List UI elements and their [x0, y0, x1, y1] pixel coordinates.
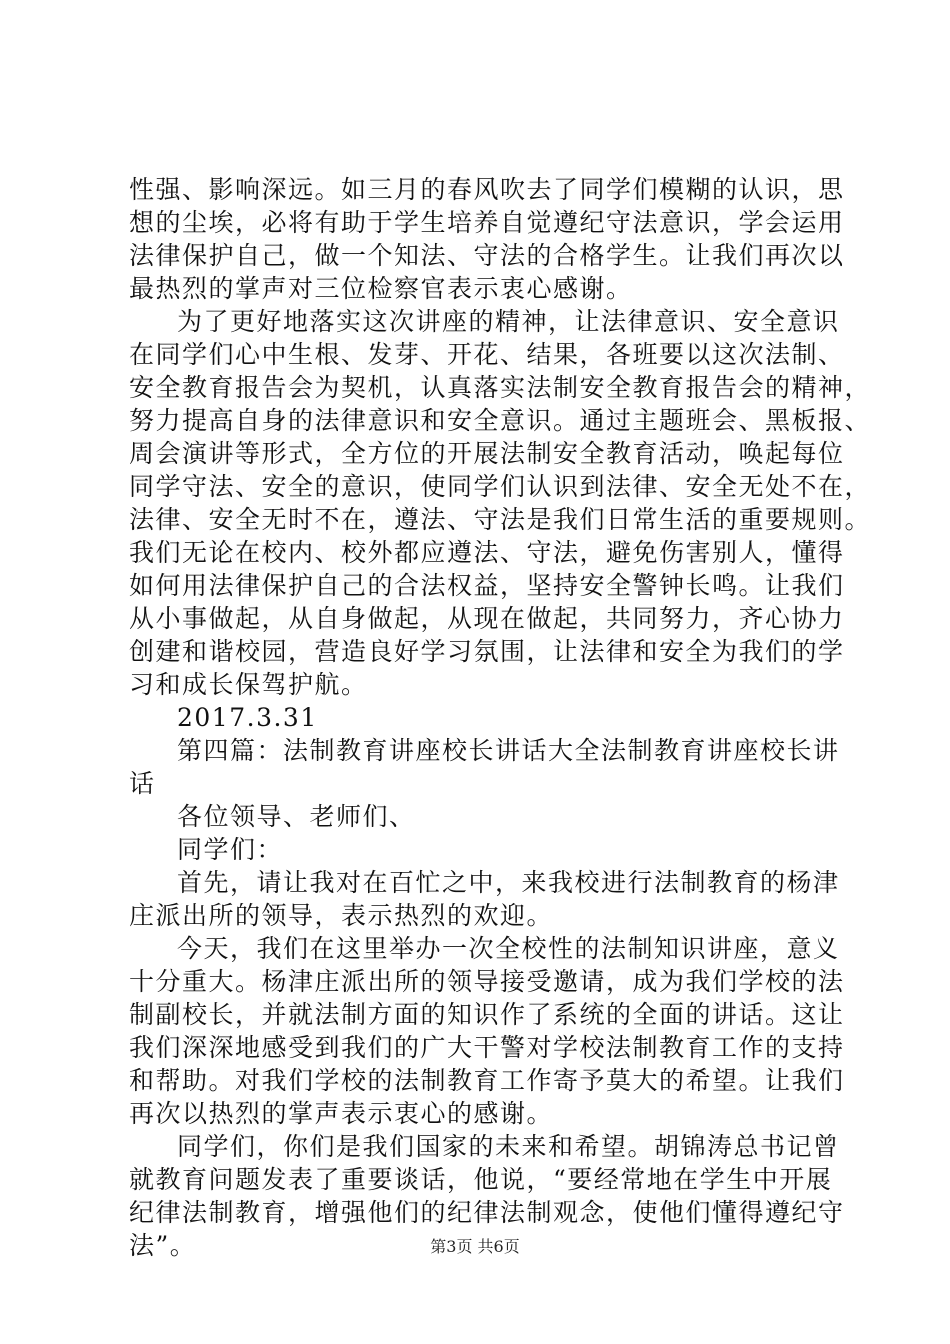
text-line: 十分重大。杨津庄派出所的领导接受邀请，成为我们学校的法	[129, 967, 845, 996]
text-line: 首先，请让我对在百忙之中，来我校进行法制教育的杨津	[177, 868, 840, 897]
text-line: 法律、安全无时不在，遵法、守法是我们日常生活的重要规则。	[129, 505, 872, 534]
page-footer: 第3页 共6页	[430, 1237, 520, 1256]
text-line: 2017.3.31	[177, 703, 318, 732]
text-line: 为了更好地落实这次讲座的精神，让法律意识、安全意识	[177, 307, 840, 336]
text-line: 各位领导、老师们、	[177, 802, 416, 831]
text-line: 习和成长保驾护航。	[129, 670, 368, 699]
document-body	[129, 173, 872, 1262]
text-line: 努力提高自身的法律意识和安全意识。通过主题班会、黑板报、	[129, 406, 872, 435]
text-line: 就教育问题发表了重要谈话，他说，“要经常地在学生中开展	[129, 1165, 833, 1194]
text-line: 我们无论在校内、校外都应遵法、守法，避免伤害别人，懂得	[129, 538, 845, 567]
text-line: 纪律法制教育，增强他们的纪律法制观念，使他们懂得遵纪守	[129, 1198, 845, 1227]
text-line: 最热烈的掌声对三位检察官表示衷心感谢。	[129, 274, 633, 303]
text-line: 庄派出所的领导，表示热烈的欢迎。	[129, 901, 554, 930]
text-line: 创建和谐校园，营造良好学习氛围，让法律和安全为我们的学	[129, 637, 845, 666]
text-line: 同学守法、安全的意识，使同学们认识到法律、安全无处不在，	[129, 472, 872, 501]
text-line: 制副校长，并就法制方面的知识作了系统的全面的讲话。这让	[129, 1000, 845, 1029]
text-line: 在同学们心中生根、发芽、开花、结果，各班要以这次法制、	[129, 340, 845, 369]
text-line: 同学们：	[177, 835, 284, 864]
text-line: 从小事做起，从自身做起，从现在做起，共同努力，齐心协力	[129, 604, 845, 633]
text-line: 法”。	[129, 1231, 197, 1260]
text-line: 想的尘埃，必将有助于学生培养自觉遵纪守法意识，学会运用	[129, 208, 845, 237]
text-line: 我们深深地感受到我们的广大干警对学校法制教育工作的支持	[129, 1033, 845, 1062]
text-line: 法律保护自己，做一个知法、守法的合格学生。让我们再次以	[129, 241, 845, 270]
text-line: 如何用法律保护自己的合法权益，坚持安全警钟长鸣。让我们	[129, 571, 845, 600]
text-line: 和帮助。对我们学校的法制教育工作寄予莫大的希望。让我们	[129, 1066, 845, 1095]
text-line: 同学们，你们是我们国家的未来和希望。胡锦涛总书记曾	[177, 1132, 840, 1161]
text-line: 性强、影响深远。如三月的春风吹去了同学们模糊的认识，思	[129, 175, 845, 204]
text-line: 话	[129, 769, 156, 798]
text-line: 周会演讲等形式，全方位的开展法制安全教育活动，唤起每位	[129, 439, 845, 468]
text-line: 第四篇：法制教育讲座校长讲话大全法制教育讲座校长讲	[177, 736, 840, 765]
text-line: 再次以热烈的掌声表示衷心的感谢。	[129, 1099, 554, 1128]
text-line: 安全教育报告会为契机，认真落实法制安全教育报告会的精神，	[129, 373, 872, 402]
text-line: 今天，我们在这里举办一次全校性的法制知识讲座，意义	[177, 934, 840, 963]
